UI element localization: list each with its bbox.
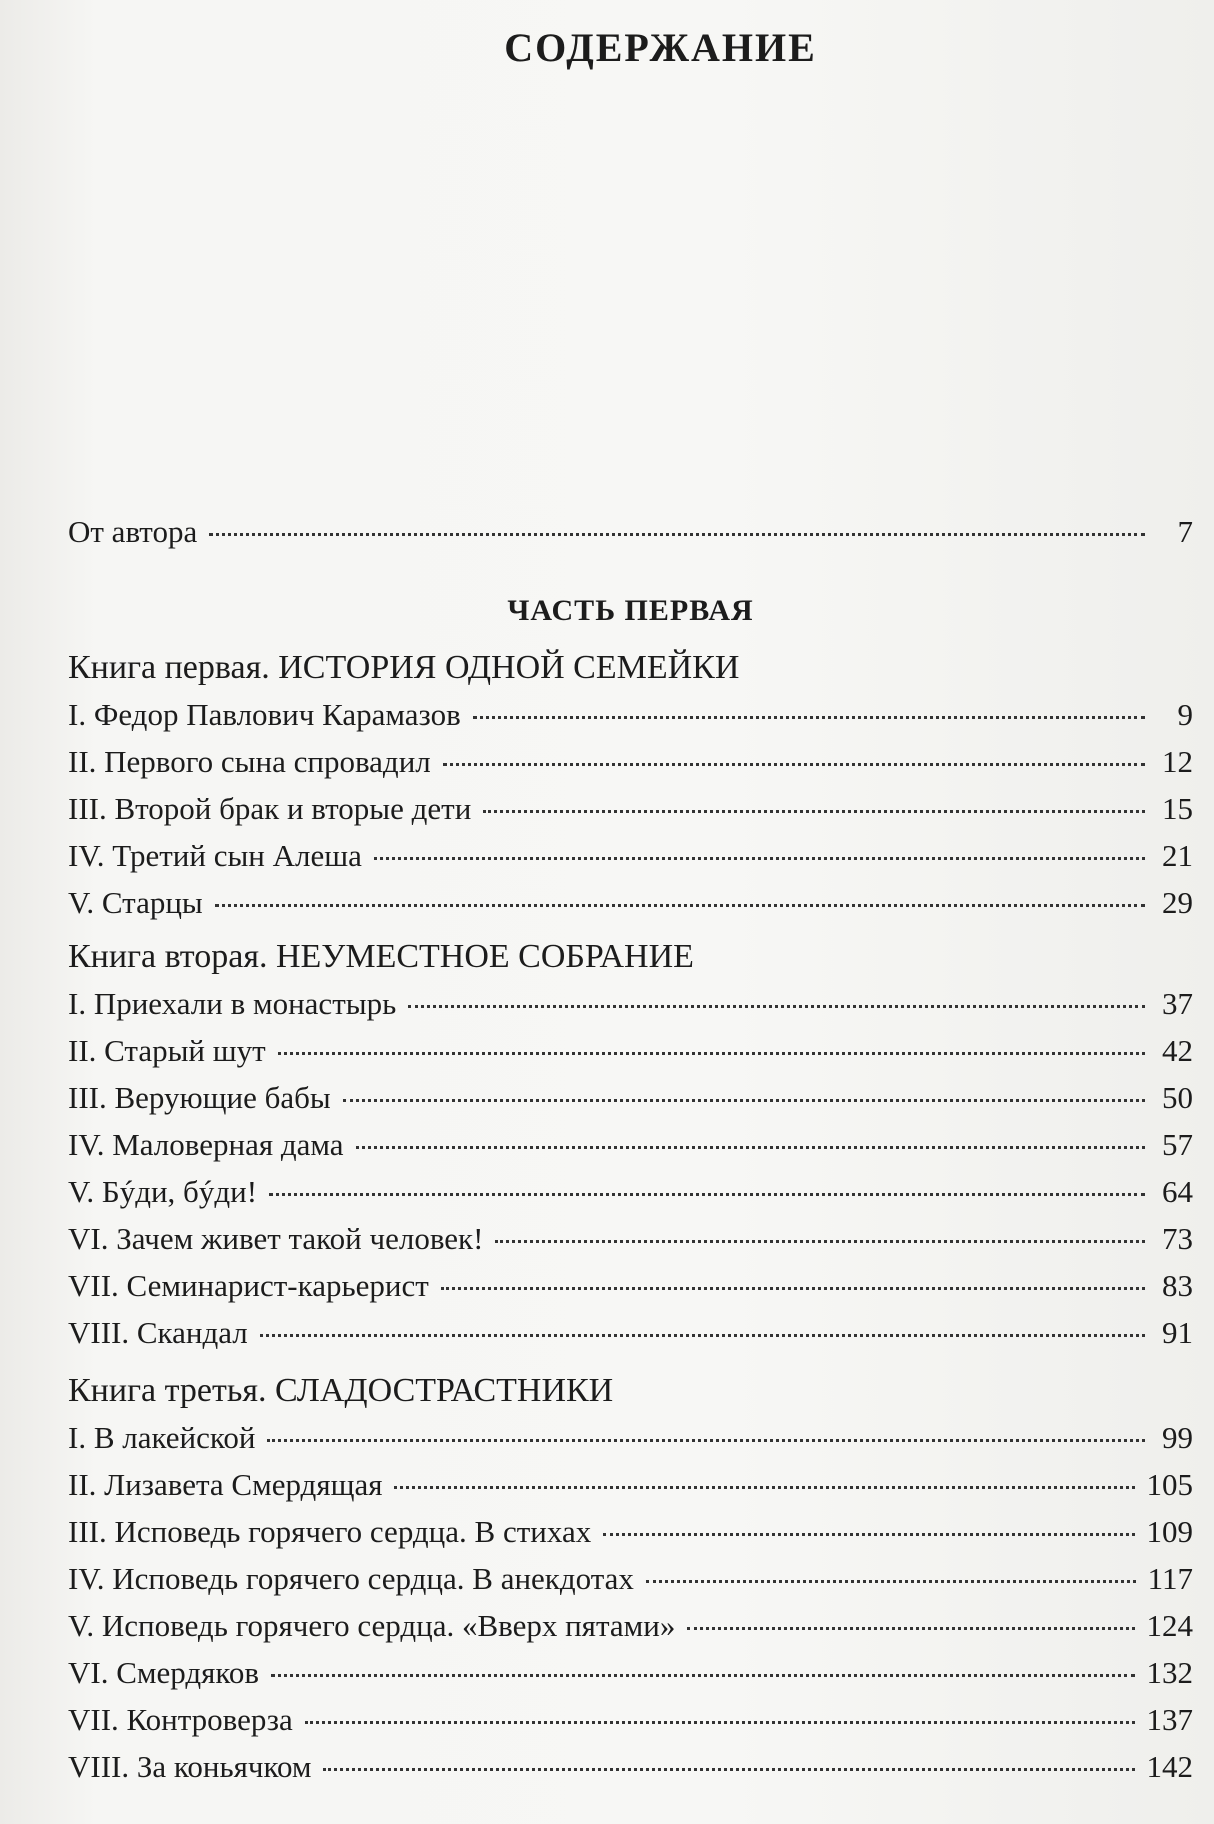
toc-label: V. Старцы: [68, 885, 203, 920]
leader-dots: [374, 857, 1145, 860]
toc-row: [68, 1602, 1193, 1649]
toc-page-number: 132: [1146, 1655, 1193, 1690]
toc-row: [68, 1215, 1193, 1262]
toc-page-number: 21: [1162, 838, 1193, 873]
table-of-contents: [68, 18, 1193, 1790]
toc-label: VII. Семинарист-карьерист: [68, 1268, 429, 1303]
toc-row: [68, 1555, 1193, 1602]
top-spacer: [68, 78, 1193, 508]
toc-page-number: 91: [1162, 1315, 1193, 1350]
toc-label: От автора: [68, 514, 198, 549]
toc-row: [68, 738, 1193, 785]
toc-row: [68, 980, 1193, 1027]
book-section: [68, 934, 1193, 1356]
book-heading: Книга первая. ИСТОРИЯ ОДНОЙ СЕМЕЙКИ: [68, 649, 740, 686]
page-title: СОДЕРЖАНИЕ: [504, 25, 817, 70]
leader-dots: [278, 1052, 1145, 1055]
toc-page-number: 109: [1146, 1514, 1193, 1549]
leader-dots: [305, 1721, 1135, 1724]
toc-row: [68, 1649, 1193, 1696]
leader-dots: [260, 1334, 1145, 1337]
toc-label: II. Первого сына спровадил: [68, 744, 431, 779]
leader-dots: [323, 1768, 1134, 1771]
toc-row: [68, 832, 1193, 879]
toc-row: [68, 1121, 1193, 1168]
part-title: ЧАСТЬ ПЕРВАЯ: [507, 594, 754, 627]
toc-label: II. Старый шут: [68, 1033, 266, 1068]
toc-label: III. Исповедь горячего сердца. В стихах: [68, 1514, 592, 1549]
book-section: [68, 645, 1193, 926]
leader-dots: [269, 1193, 1145, 1196]
toc-row: [68, 691, 1193, 738]
toc-label: III. Верующие бабы: [68, 1080, 331, 1115]
leader-dots: [687, 1627, 1134, 1630]
toc-page-number: 42: [1162, 1033, 1193, 1068]
toc-row: [68, 1743, 1193, 1790]
leader-dots: [394, 1486, 1134, 1489]
toc-row: [68, 1461, 1193, 1508]
toc-label: VI. Зачем живет такой человек!: [68, 1221, 484, 1256]
leader-dots: [356, 1146, 1145, 1149]
leader-dots: [267, 1439, 1145, 1442]
toc-row: [68, 1168, 1193, 1215]
toc-page-number: 105: [1146, 1467, 1193, 1502]
leader-dots: [343, 1099, 1145, 1102]
toc-row: [68, 1309, 1193, 1356]
toc-label: III. Второй брак и вторые дети: [68, 791, 472, 826]
toc-label: I. Приехали в монастырь: [68, 986, 397, 1021]
toc-label: II. Лизавета Смердящая: [68, 1467, 383, 1502]
toc-page-number: 142: [1146, 1749, 1193, 1784]
leader-dots: [441, 1287, 1145, 1290]
books-list: [68, 645, 1193, 1790]
toc-page-number: 50: [1162, 1080, 1193, 1115]
toc-label: IV. Маловерная дама: [68, 1127, 344, 1162]
toc-page-number: 99: [1162, 1420, 1193, 1455]
toc-page-number: 137: [1146, 1702, 1193, 1737]
toc-label: IV. Третий сын Алеша: [68, 838, 362, 873]
toc-row: [68, 1508, 1193, 1555]
toc-row: [68, 1074, 1193, 1121]
toc-row-author: [68, 508, 1193, 555]
leader-dots: [473, 716, 1145, 719]
toc-row: [68, 1696, 1193, 1743]
toc-page-number: 29: [1162, 885, 1193, 920]
toc-label: V. Исповедь горячего сердца. «Вверх пятами»: [68, 1608, 676, 1643]
toc-page-number: 73: [1162, 1221, 1193, 1256]
toc-page-number: 124: [1146, 1608, 1193, 1643]
toc-page-number: 37: [1162, 986, 1193, 1021]
toc-row: [68, 1027, 1193, 1074]
toc-row: [68, 1414, 1193, 1461]
toc-label: I. Федор Павлович Карамазов: [68, 697, 461, 732]
toc-label: I. В лакейской: [68, 1420, 256, 1455]
toc-page-number: 117: [1147, 1561, 1193, 1596]
leader-dots: [603, 1533, 1134, 1536]
book-section: [68, 1368, 1193, 1790]
toc-label: VII. Контроверза: [68, 1702, 293, 1737]
toc-page-number: 15: [1162, 791, 1193, 826]
spacer: [68, 555, 1193, 587]
leader-dots: [495, 1240, 1145, 1243]
leader-dots: [271, 1674, 1134, 1677]
toc-label: V. Бýди, бýди!: [68, 1174, 258, 1209]
book-heading: Книга вторая. НЕУМЕСТНОЕ СОБРАНИЕ: [68, 938, 694, 975]
toc-page-number: 64: [1162, 1174, 1193, 1209]
toc-page-number: 12: [1162, 744, 1193, 779]
toc-row: [68, 785, 1193, 832]
leader-dots: [483, 810, 1145, 813]
toc-row: [68, 1262, 1193, 1309]
toc-page-number: 57: [1162, 1127, 1193, 1162]
book-heading: Книга третья. СЛАДОСТРАСТНИКИ: [68, 1372, 614, 1409]
leader-dots: [408, 1005, 1145, 1008]
toc-label: VI. Смердяков: [68, 1655, 260, 1690]
leader-dots: [443, 763, 1145, 766]
toc-row: [68, 879, 1193, 926]
leader-dots: [646, 1580, 1136, 1583]
toc-page-number: 7: [1177, 514, 1193, 549]
leader-dots: [209, 533, 1145, 536]
toc-label: VIII. Скандал: [68, 1315, 248, 1350]
leader-dots: [215, 904, 1145, 907]
toc-label: IV. Исповедь горячего сердца. В анекдотах: [68, 1561, 634, 1596]
toc-page-number: 9: [1177, 697, 1193, 732]
toc-label: VIII. За коньячком: [68, 1749, 312, 1784]
toc-page-number: 83: [1162, 1268, 1193, 1303]
